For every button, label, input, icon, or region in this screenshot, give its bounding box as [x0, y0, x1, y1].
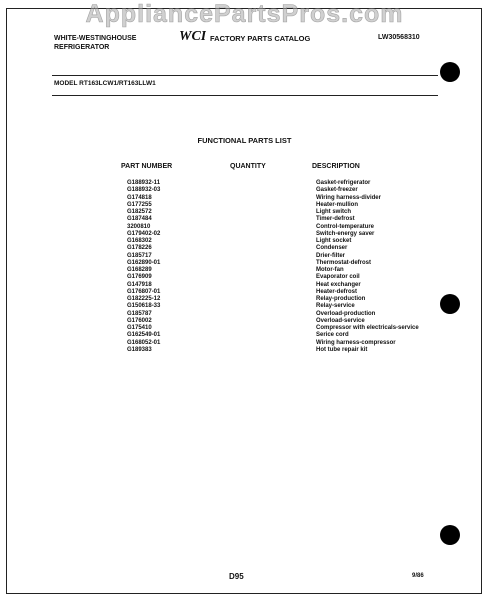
part-number: G176002 [127, 317, 152, 324]
part-description: Evaporator coil [316, 274, 360, 281]
part-number: G168302 [127, 238, 152, 244]
parts-row [0, 231, 489, 238]
part-number: G147918 [127, 281, 152, 288]
part-number: G189383 [127, 346, 152, 353]
part-number: G188932-03 [127, 187, 161, 194]
part-description: Overload-production [316, 310, 376, 317]
part-number: G168052-01 [127, 339, 161, 346]
page-code: D95 [229, 572, 244, 581]
wci-logo-text: WCI [179, 29, 206, 42]
part-number: G150618-33 [127, 303, 161, 310]
parts-row [0, 296, 489, 303]
part-number: G176909 [127, 274, 152, 281]
part-description: Relay-production [316, 296, 366, 302]
part-description: Relay-service [316, 303, 355, 310]
parts-row [0, 267, 489, 274]
watermark: AppliancePartsPros.com [85, 0, 404, 28]
part-number: G187484 [127, 216, 152, 223]
part-number: G182225-12 [127, 296, 161, 302]
parts-row [0, 274, 489, 281]
part-description: Light socket [316, 238, 352, 244]
section-title: FUNCTIONAL PARTS LIST [197, 136, 292, 145]
part-number: G168289 [127, 267, 152, 273]
part-number: G182572 [127, 209, 152, 215]
parts-row [0, 311, 489, 318]
parts-row [0, 318, 489, 325]
wci-logo [178, 28, 206, 42]
parts-row [0, 187, 489, 194]
column-header-description: DESCRIPTION [312, 163, 360, 170]
catalog-title: FACTORY PARTS CATALOG [210, 34, 311, 43]
part-description: Heater-defrost [316, 288, 358, 295]
parts-row [0, 347, 489, 354]
part-description: Hot tube repair kit [316, 346, 368, 353]
column-header-quantity: QUANTITY [230, 163, 266, 170]
part-description: Wiring harness-divider [316, 194, 381, 201]
parts-row [0, 245, 489, 252]
binder-hole-top [440, 62, 460, 82]
part-number: G176807-01 [127, 288, 161, 295]
model-number: MODEL RT163LCW1/RT163LLW1 [54, 80, 156, 87]
parts-row [0, 238, 489, 245]
catalog-code: LW30568310 [378, 34, 420, 41]
part-description: Wiring harness-compressor [316, 339, 396, 346]
print-date: 9/86 [412, 573, 424, 579]
part-description: Gasket-freezer [316, 187, 358, 194]
brand-line-2: REFRIGERATOR [54, 44, 110, 51]
parts-row [0, 224, 489, 231]
column-header-part-number: PART NUMBER [121, 163, 173, 170]
brand-name [54, 34, 136, 52]
parts-row [0, 195, 489, 202]
part-description: Timer-defrost [316, 216, 355, 223]
brand-line-1: WHITE-WESTINGHOUSE [54, 35, 137, 42]
part-description: Thermostat-defrost [316, 259, 372, 266]
part-description: Control-temperature [316, 223, 375, 230]
part-description: Heat exchanger [316, 281, 361, 288]
part-description: Light switch [316, 209, 351, 215]
part-number: G188932-11 [127, 180, 161, 186]
part-description: Drier-filter [316, 252, 346, 259]
parts-row [0, 216, 489, 223]
parts-row [0, 340, 489, 347]
part-number: G178226 [127, 245, 152, 252]
part-description: Heater-mullion [316, 201, 359, 208]
binder-hole-bottom [440, 525, 460, 545]
parts-row [0, 325, 489, 332]
part-description: Condenser [316, 245, 348, 252]
parts-row [0, 282, 489, 289]
parts-row [0, 303, 489, 310]
parts-row [0, 253, 489, 260]
parts-row [0, 202, 489, 209]
part-number: G177255 [127, 201, 152, 208]
parts-row [0, 289, 489, 296]
parts-row [0, 209, 489, 216]
part-number: G179402-02 [127, 230, 161, 237]
part-number: G175410 [127, 325, 152, 331]
part-number: G174818 [127, 194, 152, 201]
header-divider-top [52, 75, 438, 76]
header-divider-bottom [52, 95, 438, 96]
part-description: Compressor with electricals-service [316, 325, 419, 331]
part-number: G185717 [127, 252, 152, 259]
part-description: Motor-fan [316, 267, 344, 273]
part-number: 3200810 [127, 223, 151, 230]
part-description: Gasket-refrigerator [316, 180, 371, 186]
part-number: G162549-01 [127, 332, 161, 339]
parts-row [0, 260, 489, 267]
part-number: G185787 [127, 310, 152, 317]
parts-list [0, 180, 489, 354]
parts-row [0, 332, 489, 339]
part-description: Serice cord [316, 332, 349, 339]
part-description: Switch-energy saver [316, 230, 375, 237]
part-number: G162890-01 [127, 259, 161, 266]
part-description: Overload-service [316, 317, 365, 324]
parts-row [0, 180, 489, 187]
